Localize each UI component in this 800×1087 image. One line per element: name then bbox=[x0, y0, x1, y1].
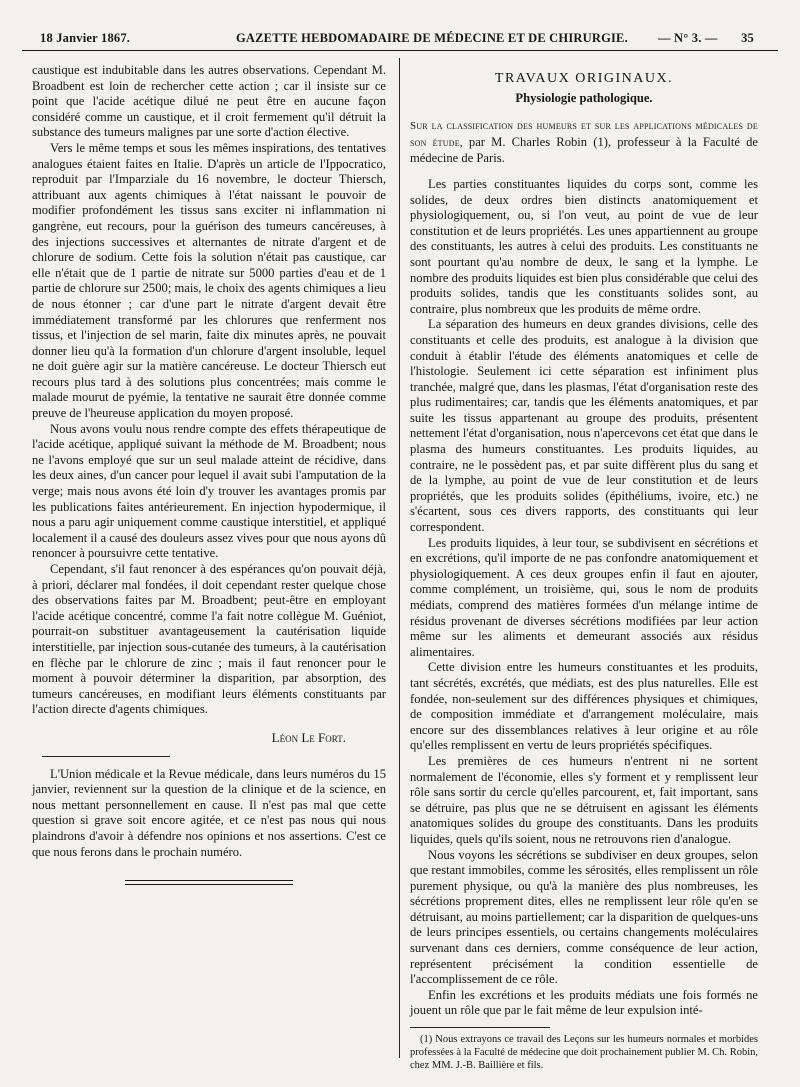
right-paragraph-4: Cette division entre les humeurs constituantes et les produits, tant sécrétés, excrétés, que médiats, est des plus naturelles. Elle est fondée, non-seulement sur des différences physiques et chimiques, de composition immédiate et d'arrangement moléculaire, mais encore sur des dissemblances relatives à leur origine et au rôle qu'elles remplissent en vertu de leurs propriétés spécifiques. bbox=[410, 660, 758, 753]
right-paragraph-3: Les produits liquides, à leur tour, se subdivisent en sécrétions et en excrétions, qu'il importe de ne pas confondre anatomiquement et physiologiquement. A ces deux groupes enfin il faut en ajouter, comme complément, un troisième, qui, sous le nom de produits médiats, comprend des matières formées d'un mélange intime de résidus provenant de diverses sécrétions modifiées par leur action même sur les aliments et demeurant associés aux résidus alimentaires. bbox=[410, 535, 758, 659]
left-column bbox=[32, 63, 386, 885]
author-signature: Léon Le Fort. bbox=[271, 729, 346, 745]
separator-rule bbox=[42, 756, 170, 757]
right-paragraph-5: Les premières de ces humeurs n'entrent ni ne sortent normalement de l'économie, elles s'y forment et y remplissent leur rôle sans sortir du cercle qu'elles parcourent, et, fait important, sans se détruire, pas plus que ne se détruisent en agissant les éléments anatomiques solides du groupe des constituants. Dans les produits liquides, quels qu'ils soient, nous ne retrouvons rien d'analogue. bbox=[410, 753, 758, 846]
left-paragraph-5: L'Union médicale et la Revue médicale, dans leurs numéros du 15 janvier, reviennent sur la question de la clinique et de la science, en nous mettant personnellement en cause. Il n'est pas mal que cette question si grave soit encore agitée, et ce n'est pas nous qui nous plaindrons d'avoir à défendre nos opinions et nos assertions. C'est ce que nous ferons dans le prochain numéro. bbox=[32, 766, 386, 859]
left-paragraph-4: Cependant, s'il faut renoncer à des espérances qu'on pouvait déjà, à priori, déclarer mal fondées, il doit cependant rester quelque chose des observations faites par M. Broadbent; peut-être en employant l'acide acétique concentré, comme l'a fait notre collègue M. Guéniot, pourrait-on substituer avantageusement la cautérisation liquide interstitielle, par injection sous-cutanée des tumeurs, à la cautérisation en flèche par le chlorure de zinc ; mais il faut renoncer pour le moment à pouvoir déterminer la disparition, par absorption, des tumeurs cancéreuses, en modifiant leurs éléments constituants par l'action directe d'agents chimiques. bbox=[32, 562, 386, 717]
left-paragraph-3: Nous avons voulu nous rendre compte des effets thérapeutique de l'acide acétique, appliqué suivant la méthode de M. Broadbent; nous ne l'avons employé que sur un seul malade atteint de récidive, dans les deux aines, d'un cancer pour lequel il avait subi l'amputation de la verge; mais nous avons été loin d'y trouver les avantages promis par les publications faites antérieurement. En injection hypodermique, il nous a paru agir uniquement comme caustique interstitiel, et appliqué localement il a causé des douleurs assez vives pour que nous ayons dû renoncer à poursuivre cette tentative. bbox=[32, 421, 386, 561]
article-heading-title: Sur la classification des humeurs et sur les applications médicales de son étude, bbox=[410, 120, 758, 149]
page-header bbox=[22, 28, 778, 51]
left-paragraph-2: Vers le même temps et sous les mêmes inspirations, des tentatives analogues étaient faites en Italie. D'après un article de l'Ippocratico, reproduit par l'Imparziale du 16 novembre, le docteur Thiersch, attribuant aux agents chimiques à l'état naissant le pouvoir de modifier profondément les tissus sans exciter ni inflammation ni gangrène, eut recours, pour la guérison des tumeurs cancéreuses, à des injections successives et alternantes de nitrate d'argent et de chlorure de sodium. Cette fois la solution n'était pas caustique, car elle n'était que de 1 partie de nitrate sur 5000 parties d'eau et de 1 partie de chlorure sur 2500; mais, le choix des agents chimiques a lieu de nous étonner ; car d'une part le nitrate d'argent devait être immédiatement transformé par les chlorures que renferment nos tissus, et l'injection de sel marin, faite dix minutes après, ne pouvait donner lieu qu'à la formation d'un chlorure d'argent insoluble, lequel ne doit guère agir sur la matière cancéreuse. Le docteur Thiersch eut recours plus tard à des solutions plus concentrées; mais comme le malade mourut de pyémie, la tentative ne saurait être donnée comme preuve de l'heureuse application du moyen proposé. bbox=[32, 140, 386, 421]
article-heading bbox=[410, 118, 758, 167]
right-paragraph-6: Nous voyons les sécrétions se subdiviser en deux groupes, selon que restant immobiles, comme les sérosités, elles remplissent un rôle purement physique, ou qu'à la manière des plus nombreuses, les sécrétions proprement dites, elles ne remplissent leur rôle qu'en se détruisant, au moins partiellement; car la disparition de quelques-uns de leurs principes essentiels, ou certains changements moléculaires survenant dans ces derniers, comme conséquence de leur action, représentent précisément la condition essentielle de l'accomplissement de ce rôle. bbox=[410, 847, 758, 987]
end-rule-thin bbox=[125, 884, 293, 885]
footnote: (1) Nous extrayons ce travail des Leçons sur les humeurs normales et morbides professées à la Faculté de médecine que doit prochainement publier M. Ch. Robin, chez MM. J.-B. Baillière et fils. bbox=[410, 1034, 758, 1072]
header-issue-number: — N° 3. — bbox=[658, 31, 718, 45]
right-paragraph-1: Les parties constituantes liquides du corps sont, comme les solides, de deux ordres bien distincts anatomiquement et physiologiquement, ou, si l'on veut, au point de vue de leur constitution et de leurs propriétés. Les unes appartiennent au groupe des constituants, les autres à celui des produits. Les constituants ne sont pourtant qu'au nombre de deux, le sang et la lymphe. Le nombre des produits liquides est bien plus considérable que celui des produits solides, tandis que les constituants solides sont, au contraire, plus nombreux que les produits de même ordre. bbox=[410, 176, 758, 316]
end-rule bbox=[125, 880, 293, 881]
header-page-number: 35 bbox=[741, 31, 754, 45]
left-paragraph-1: caustique est indubitable dans les autres observations. Cependant M. Broadbent est loin de rechercher cette action ; car il insiste sur ce point que l'acide acétique dilué ne peut être en aucune façon considéré comme un caustique, et il croit fermement qu'il détruit la substance des tumeurs malignes par une sorte d'action élective. bbox=[32, 63, 386, 140]
footnote-rule bbox=[410, 1027, 550, 1028]
right-paragraph-7: Enfin les excrétions et les produits médiats une fois formés ne jouent un rôle que par le fait même de leur expulsion inté- bbox=[410, 987, 758, 1018]
section-title: TRAVAUX ORIGINAUX. bbox=[494, 71, 674, 86]
section-subtitle: Physiologie pathologique. bbox=[515, 90, 653, 105]
article-heading-author: par M. Charles Robin (1), professeur à la Faculté de médecine de Paris. bbox=[410, 134, 758, 166]
right-paragraph-2: La séparation des humeurs en deux grandes divisions, celle des constituants et celle des produits, est analogue à la division que conduit à établir l'étude des éléments anatomiques et celle de l'histologie. Seulement ici cette séparation est infiniment plus tranchée, malgré que, dans les plasmas, l'état d'organisation reste des plus rudimentaires; car, tandis que les éléments anatomiques, et par suite les tissus appartenant au groupe des produits, présentent nettement l'état d'organisation, nous n'apercevons cet état que dans le plasma des humeurs constituantes. Les produits liquides, au contraire, ne le possèdent pas, et par suite diffèrent plus du sang et de la lymphe, au point de vue de leur constitution et de leurs propriétés, que les produits solides (épithéliums, ivoire, etc.) ne s'écartent, sous ces divers rapports, des constituants qui leur correspondent. bbox=[410, 317, 758, 535]
right-column bbox=[410, 63, 758, 1072]
header-date: 18 Janvier 1867. bbox=[40, 31, 131, 45]
column-divider bbox=[399, 58, 400, 1058]
header-journal-title: GAZETTE HEBDOMADAIRE DE MÉDECINE ET DE CHIRURGIE. bbox=[236, 31, 628, 45]
